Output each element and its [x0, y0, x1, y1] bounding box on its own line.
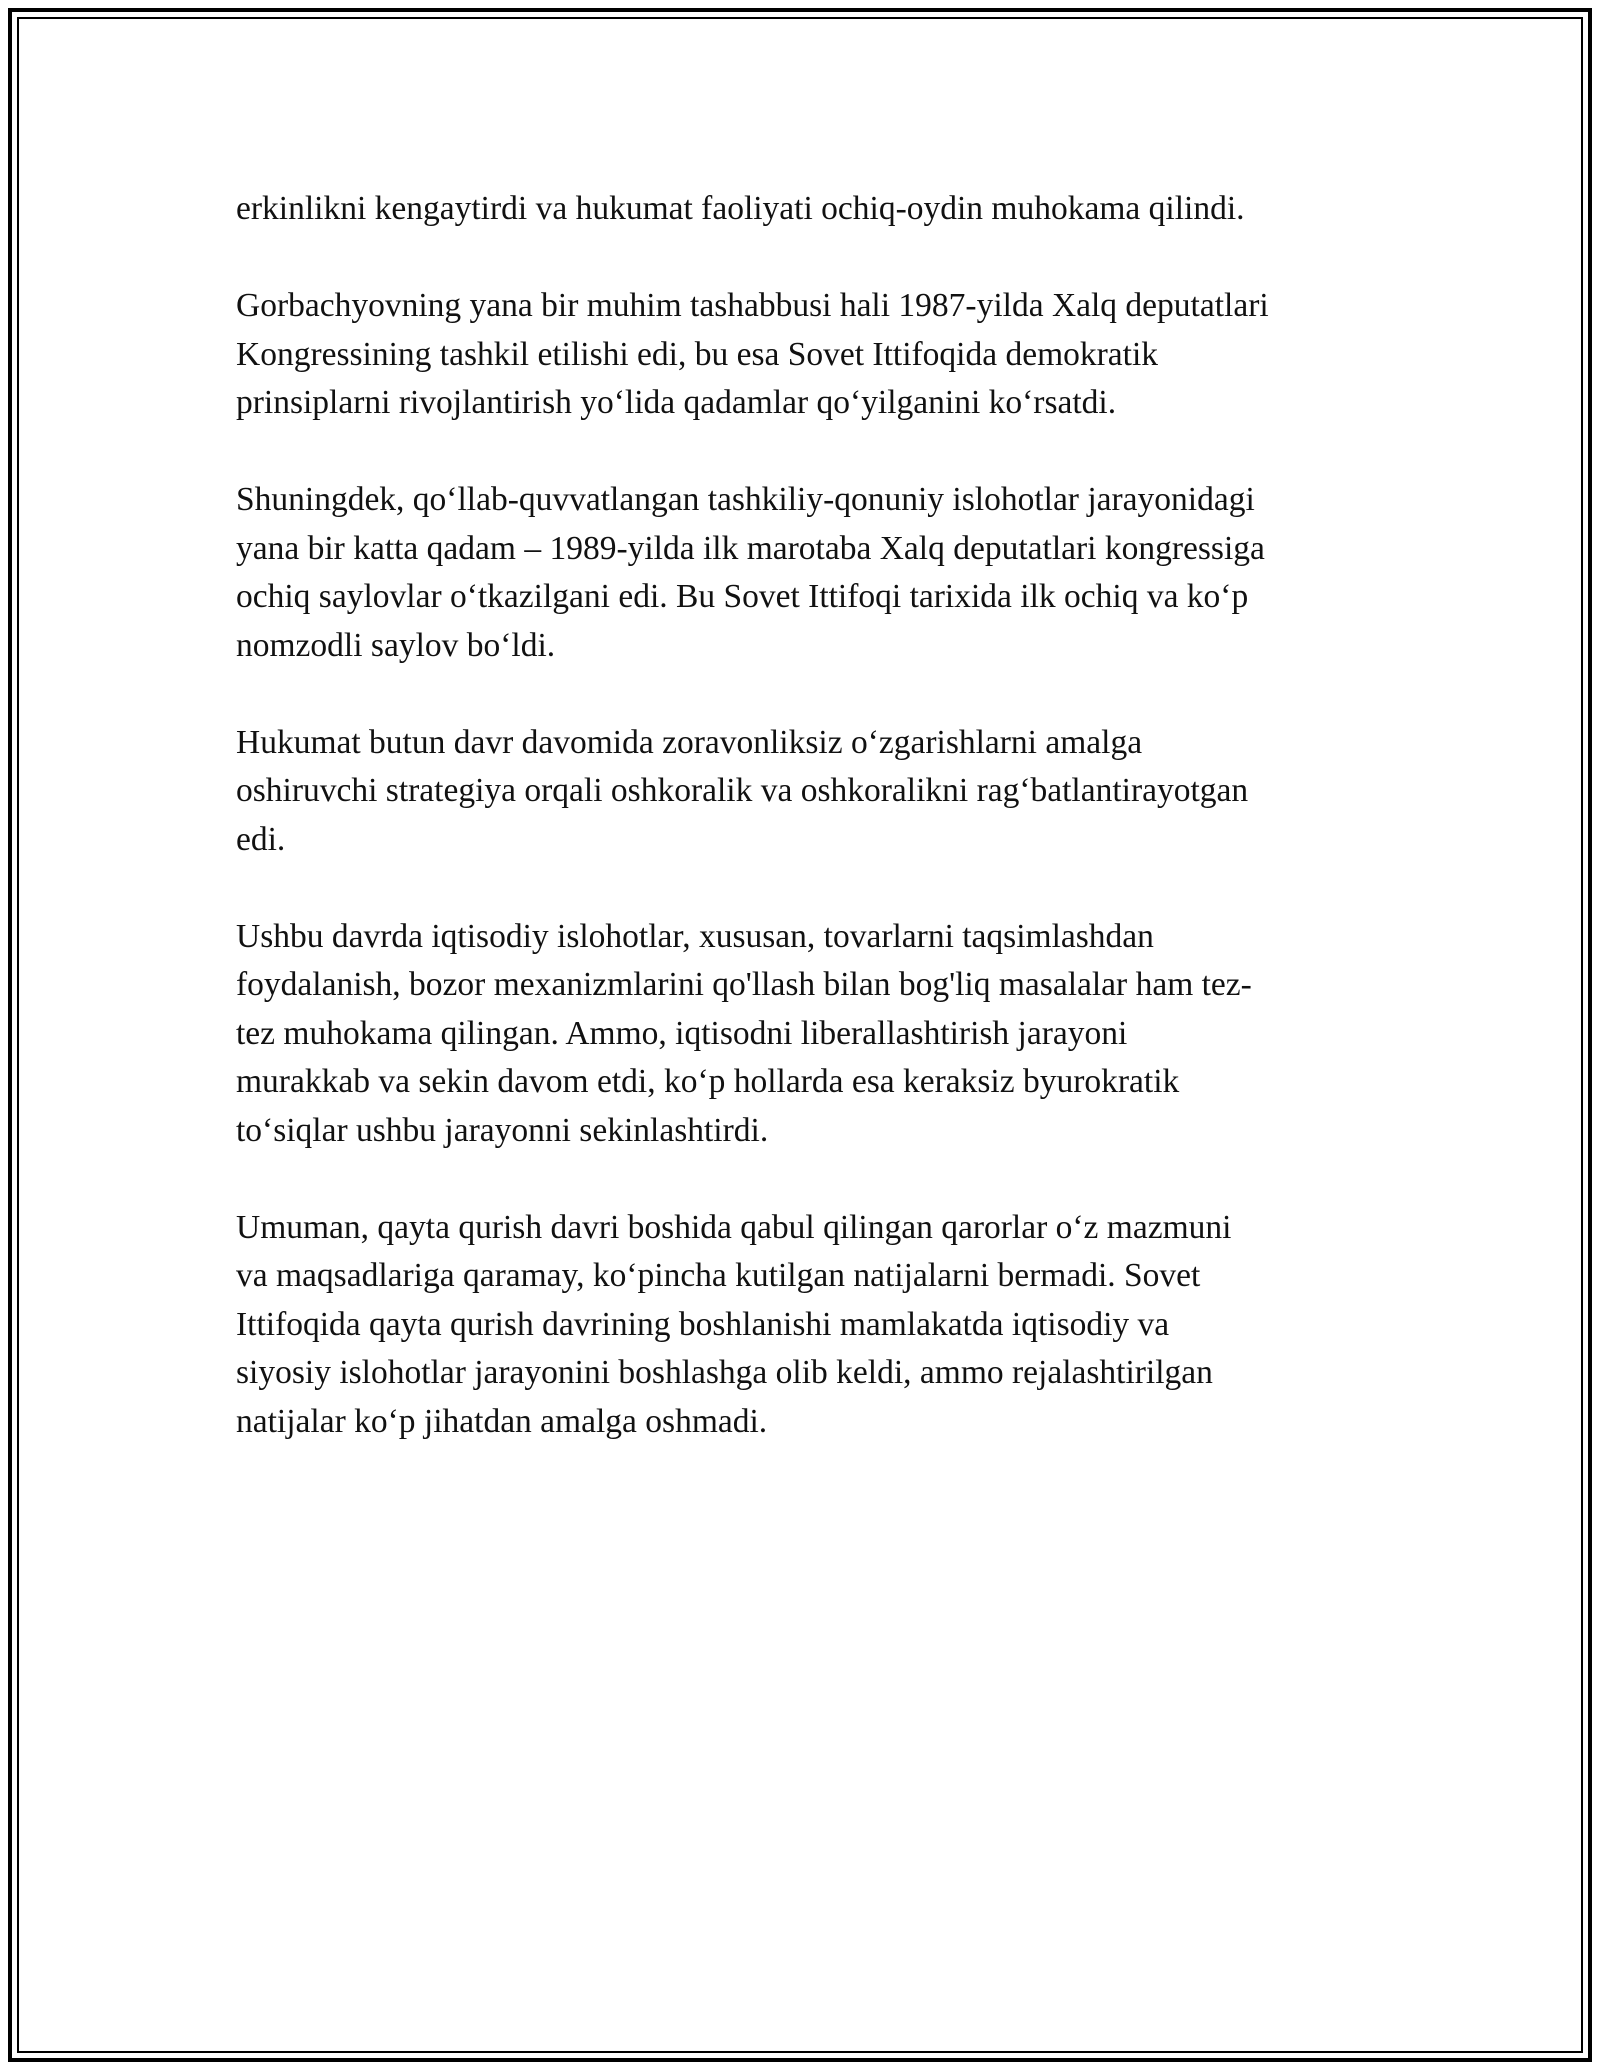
body-text: [236, 185, 1384, 1495]
paragraph-1: erkinlikni kengaytirdi va hukumat faoliyati ochiq-oydin muhokama qilindi.: [236, 190, 1245, 227]
paragraph-6: Umuman, qayta qurish davri boshida qabul qilingan qarorlar oʻz mazmuni va maqsadlariga qaramay, koʻpincha kutilgan natijalarni bermadi. Sovet Ittifoqida qayta qurish davrining boshlanishi mamlakatda iqtisodiy va siyosiy islohotlar jarayonini boshlashga olib keldi, ammo rejalashtirilgan natijalar koʻp jihatdan amalga oshmadi.: [236, 1208, 1232, 1440]
paragraph-4: Hukumat butun davr davomida zoravonliksiz oʻzgarishlarni amalga oshiruvchi strategiya orqali oshkoralik va oshkoralikni ragʻbatlantirayotgan edi.: [236, 723, 1249, 858]
paragraph-5: Ushbu davrda iqtisodiy islohotlar, xususan, tovarlarni taqsimlashdan foydalanish, bozor mexanizmlarini qo'llash bilan bog'liq masalalar ham tez- tez muhokama qilingan. Ammo, iqtisodni liberallashtirish jarayoni murakkab va sekin davom etdi, koʻp hollarda esa keraksiz byurokratik toʻsiqlar ushbu jarayonni sekinlashtirdi.: [236, 917, 1252, 1149]
paragraph-2: Gorbachyovning yana bir muhim tashabbusi hali 1987-yilda Xalq deputatlari Kongressining tashkil etilishi edi, bu esa Sovet Ittifoqida demokratik prinsiplarni rivojlantirish yoʻlida qadamlar qoʻyilganini koʻrsatdi.: [236, 287, 1269, 421]
paragraph-3: Shuningdek, qoʻllab-quvvatlangan tashkiliy-qonuniy islohotlar jarayonidagi yana bir katta qadam – 1989-yilda ilk marotaba Xalq deputatlari kongressiga ochiq saylovlar oʻtkazilgani edi. Bu Sovet Ittifoqi tarixida ilk ochiq va koʻp nomzodli saylov boʻldi.: [236, 481, 1265, 664]
